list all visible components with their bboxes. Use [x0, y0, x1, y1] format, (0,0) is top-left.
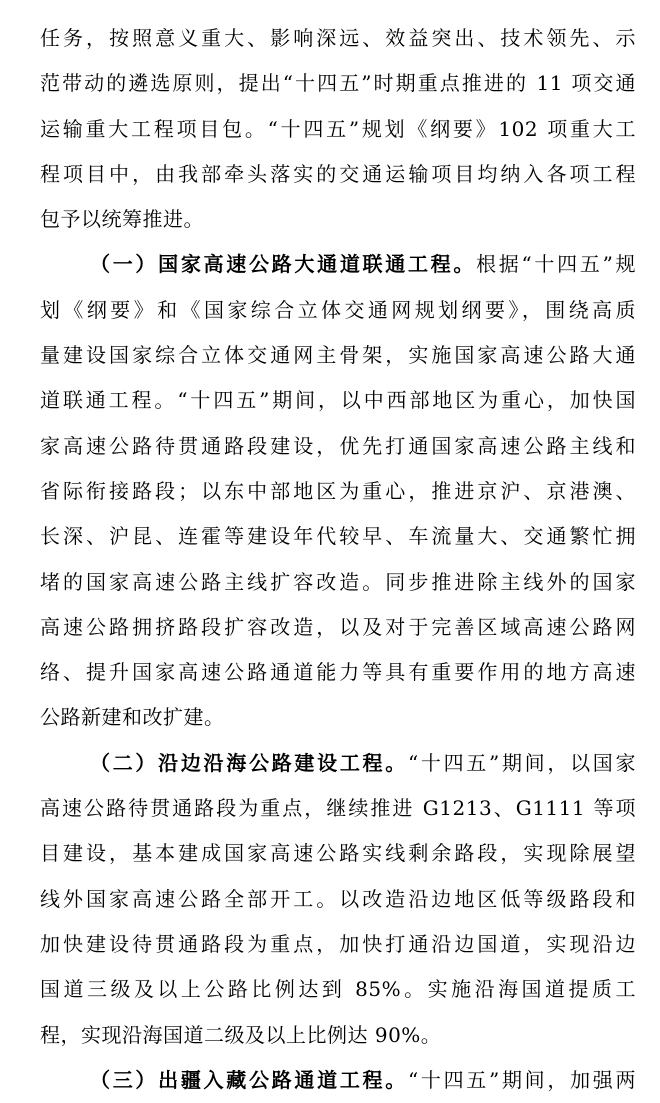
text-line: 国道三级及以上公路比例达到 85%。实施沿海国道提质工: [40, 977, 636, 1002]
section-2-first-line-text: “十四五”期间，以国家: [407, 750, 637, 775]
text-line: 省际衔接路段；以东中部地区为重心，推进京沪、京港澳、: [40, 478, 636, 503]
text-line: 加快建设待贯通路段为重点，加快打通沿边国道，实现沿边: [40, 931, 636, 956]
text-line: 道联通工程。“十四五”期间，以中西部地区为重心，加快国: [40, 388, 636, 413]
text-line: 目建设，基本建成国家高速公路实线剩余路段，实现除展望: [40, 841, 636, 866]
section-3-heading: （三）出疆入藏公路通道工程。: [90, 1067, 408, 1092]
section-2-heading: （二）沿边沿海公路建设工程。: [90, 750, 408, 775]
text-line: 包予以统筹推进。: [40, 207, 204, 232]
text-line: 络、提升国家高速公路通道能力等具有重要作用的地方高速: [40, 660, 636, 685]
text-line: 公路新建和改扩建。: [40, 705, 225, 730]
text-line: 高速公路待贯通路段为重点，继续推进 G1213、G1111 等项: [40, 796, 636, 821]
text-line: 划《纲要》和《国家综合立体交通网规划纲要》，围绕高质: [40, 297, 636, 322]
text-line: 长深、沪昆、连霍等建设年代较早、车流量大、交通繁忙拥: [40, 524, 636, 549]
text-line: 程项目中，由我部牵头落实的交通运输项目均纳入各项工程: [40, 161, 636, 186]
text-line: 高速公路拥挤路段扩容改造，以及对于完善区域高速公路网: [40, 614, 636, 639]
text-line: 程，实现沿海国道二级及以上比例达 90%。: [40, 1022, 442, 1047]
text-line: 运输重大工程项目包。“十四五”规划《纲要》102 项重大工: [40, 116, 636, 141]
text-line: 堵的国家高速公路主线扩容改造。同步推进除主线外的国家: [40, 569, 636, 594]
text-line: 量建设国家综合立体交通网主骨架，实施国家高速公路大通: [40, 343, 636, 368]
text-line: 任务，按照意义重大、影响深远、效益突出、技术领先、示: [40, 26, 636, 50]
section-1-first-line-text: 根据“十四五”规: [476, 252, 636, 277]
text-line: 线外国家高速公路全部开工。以改造沿边地区低等级路段和: [40, 886, 636, 911]
section-1-heading: （一）国家高速公路大通道联通工程。: [90, 252, 477, 277]
section-1-first-line: [40, 242, 636, 287]
text-line: 家高速公路待贯通路段建设，优先打通国家高速公路主线和: [40, 433, 636, 458]
section-3-first-line-text: “十四五”期间，加强两: [407, 1067, 637, 1092]
section-2-first-line: [40, 741, 636, 786]
section-3-first-line: [40, 1058, 636, 1103]
text-line: 范带动的遴选原则，提出“十四五”时期重点推进的 11 项交通: [40, 71, 636, 96]
